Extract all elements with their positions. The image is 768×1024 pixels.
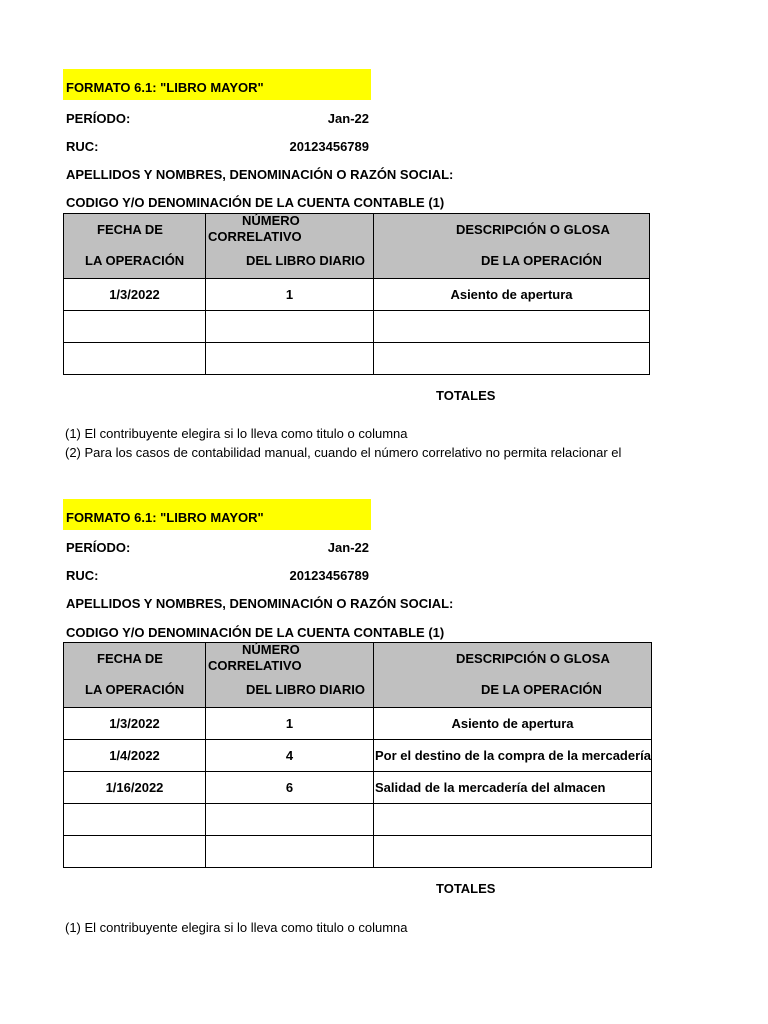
header-fecha	[64, 643, 206, 708]
ruc-label: RUC:	[66, 568, 99, 583]
table-row	[64, 740, 652, 772]
table-row	[64, 279, 650, 311]
header-desc-line1: DESCRIPCIÓN O GLOSA	[456, 651, 610, 666]
ledger-table	[63, 213, 650, 375]
cell-numero: 1	[206, 708, 374, 740]
cell-fecha	[64, 311, 206, 343]
footnote-1: (1) El contribuyente elegira si lo lleva como titulo o columna	[65, 426, 408, 441]
header-desc-line2: DE LA OPERACIÓN	[481, 253, 602, 268]
cell-numero: 6	[206, 772, 374, 804]
cell-descripcion: Salidad de la mercadería del almacen	[374, 772, 652, 804]
header-fecha-line2: LA OPERACIÓN	[85, 682, 185, 697]
cell-fecha: 1/3/2022	[64, 279, 206, 311]
ruc-value: 20123456789	[289, 568, 369, 583]
table-row	[64, 311, 650, 343]
razon-social-label: APELLIDOS Y NOMBRES, DENOMINACIÓN O RAZÓN SOCIAL:	[66, 167, 454, 182]
header-desc-line1: DESCRIPCIÓN O GLOSA	[456, 222, 610, 237]
cell-descripcion	[374, 836, 652, 868]
header-numero-line1: NÚMERO	[242, 642, 300, 657]
header-numero	[206, 214, 374, 279]
table-row	[64, 804, 652, 836]
header-descripcion	[374, 214, 650, 279]
cuenta-contable-label: CODIGO Y/O DENOMINACIÓN DE LA CUENTA CONTABLE (1)	[66, 195, 445, 210]
cell-descripcion	[374, 343, 650, 375]
header-numero-line3: DEL LIBRO DIARIO	[246, 253, 365, 268]
header-desc-line2: DE LA OPERACIÓN	[481, 682, 602, 697]
ruc-label: RUC:	[66, 139, 99, 154]
cell-numero	[206, 343, 374, 375]
header-numero-line2: CORRELATIVO	[208, 229, 302, 244]
footnote-1: (1) El contribuyente elegira si lo lleva como titulo o columna	[65, 920, 408, 935]
header-fecha-line1: FECHA DE	[97, 222, 163, 237]
cell-numero	[206, 311, 374, 343]
ledger-table	[63, 642, 652, 868]
cell-descripcion: Por el destino de la compra de la mercadería	[374, 740, 652, 772]
footnote-2: (2) Para los casos de contabilidad manual, cuando el número correlativo no permita relacionar el	[65, 445, 622, 460]
cell-numero: 4	[206, 740, 374, 772]
razon-social-label: APELLIDOS Y NOMBRES, DENOMINACIÓN O RAZÓN SOCIAL:	[66, 596, 454, 611]
format-title: FORMATO 6.1: "LIBRO MAYOR"	[63, 499, 371, 530]
cell-numero: 1	[206, 279, 374, 311]
cell-fecha	[64, 804, 206, 836]
periodo-label: PERÍODO:	[66, 111, 131, 126]
cell-fecha: 1/16/2022	[64, 772, 206, 804]
cell-descripcion	[374, 311, 650, 343]
cell-descripcion	[374, 804, 652, 836]
format-title: FORMATO 6.1: "LIBRO MAYOR"	[63, 69, 371, 100]
periodo-value: Jan-22	[327, 111, 369, 126]
table-row	[64, 708, 652, 740]
periodo-value: Jan-22	[327, 540, 369, 555]
periodo-label: PERÍODO:	[66, 540, 131, 555]
header-fecha-line2: LA OPERACIÓN	[85, 253, 185, 268]
cell-descripcion: Asiento de apertura	[374, 279, 650, 311]
cell-descripcion: Asiento de apertura	[374, 708, 652, 740]
header-numero-line2: CORRELATIVO	[208, 658, 302, 673]
cuenta-contable-label: CODIGO Y/O DENOMINACIÓN DE LA CUENTA CONTABLE (1)	[66, 625, 445, 640]
cell-fecha	[64, 836, 206, 868]
header-numero	[206, 643, 374, 708]
cell-numero	[206, 804, 374, 836]
cell-numero	[206, 836, 374, 868]
table-row	[64, 343, 650, 375]
cell-fecha: 1/3/2022	[64, 708, 206, 740]
table-row	[64, 836, 652, 868]
ruc-value: 20123456789	[289, 139, 369, 154]
header-descripcion	[374, 643, 652, 708]
header-fecha-line1: FECHA DE	[97, 651, 163, 666]
cell-fecha	[64, 343, 206, 375]
totales-label: TOTALES	[436, 881, 496, 896]
header-numero-line1: NÚMERO	[242, 213, 300, 228]
header-numero-line3: DEL LIBRO DIARIO	[246, 682, 365, 697]
table-row	[64, 772, 652, 804]
cell-fecha: 1/4/2022	[64, 740, 206, 772]
header-fecha	[64, 214, 206, 279]
totales-label: TOTALES	[436, 388, 496, 403]
